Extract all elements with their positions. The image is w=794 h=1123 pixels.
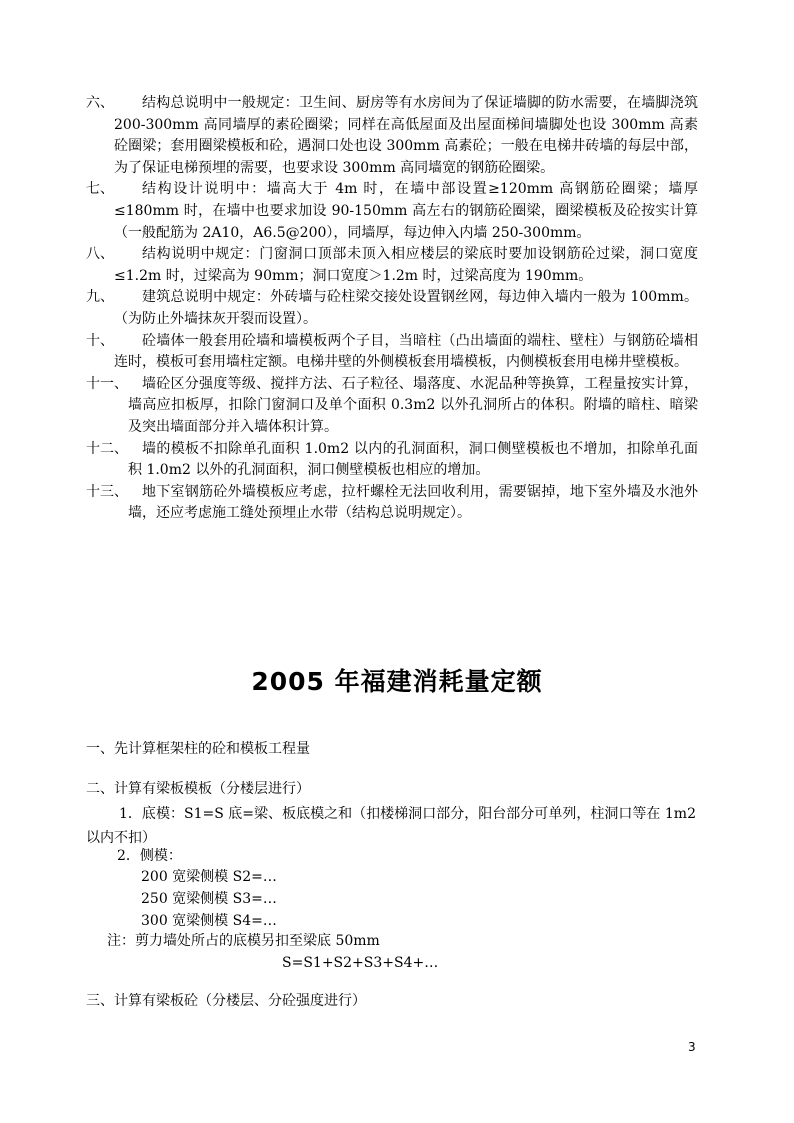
page-number: 3 [688,1040,696,1054]
side-mould-line: 250 宽梁侧模 S3=… [141,891,277,907]
list-item [86,439,698,482]
side-mould-line: 200 宽梁侧模 S2=… [141,869,277,885]
list-item [86,93,698,179]
item-text: 墙的模板不扣除单孔面积 1.0m2 以内的孔洞面积，洞口侧壁模板也不增加，扣除单孔面积 1.0m2 以外的孔洞面积，洞口侧壁模板也相应的增加。 [128,440,698,479]
item-number: 九、 [86,289,114,306]
heading-step-2: 二、计算有梁板模板（分楼层进行） [86,781,310,797]
item-number: 七、 [86,181,114,198]
heading-step-1: 一、先计算框架柱的砼和模板工程量 [86,741,310,757]
list-item [86,374,698,439]
note-text: 注：剪力墙处所占的底模另扣至梁底 50mm [107,933,380,949]
side-mould-line: 300 宽梁侧模 S4=… [141,913,277,929]
item-number: 十一、 [86,375,128,392]
item-text: 地下室钢筋砼外墙模板应考虑，拉杆螺栓无法回收利用，需要锯掉，地下室外墙及水池外墙，还应考虑施工缝处预埋止水带（结构总说明规定）。 [128,483,698,522]
section-title: 2005 年福建消耗量定额 [251,667,543,696]
item-text: 建筑总说明中规定：外砖墙与砼柱梁交接处设置钢丝网，每边伸入墙内一般为 100mm。（为防止外墙抹灰开裂而设置）。 [114,289,698,327]
bottom-mould-text: 1．底模：S1=S 底=梁、板底模之和（扣楼梯洞口部分，阳台部分可单列，柱洞口等在 1m2 以内不扣） [86,806,696,846]
item-number: 六、 [86,95,114,111]
item-text: 结构总说明中一般规定：卫生间、厨房等有水房间为了保证墙脚的防水需要，在墙脚浇筑 200-300mm 高同墙厚的素砼圈梁；同样在高低屋面及出屋面梯间墙脚处也设 300mm 高素砼圈梁；套用圈梁模板和砼，遇洞口处也设 300mm 高素砼；一般在电梯井砖墙的每层中部，为了保证电梯预埋的需要，也要求设 300mm 高同墙宽的钢筋砼圈梁。 [114,95,698,176]
item-number: 八、 [86,246,114,263]
item-text: 墙砼区分强度等级、搅拌方法、石子粒径、塌落度、水泥品种等换算，工程量按实计算，墙高应扣板厚，扣除门窗洞口及单个面积 0.3m2 以外孔洞所占的体积。附墙的暗柱、暗梁及突出墙面部分并入墙体积计算。 [128,375,698,435]
item-text: 砼墙体一般套用砼墙和墙模板两个子目，当暗柱（凸出墙面的端柱、壁柱）与钢筋砼墙相连时，模板可套用墙柱定额。电梯井壁的外侧模板套用墙模板，内侧模板套用电梯井壁模板。 [114,332,698,371]
list-item [86,179,698,244]
item-number: 十三、 [86,483,128,500]
item-number: 十、 [86,332,114,349]
list-item [86,287,698,330]
side-mould-label: 2．侧模： [117,848,182,864]
list-item [86,331,698,374]
item-text: 结构说明中规定：门窗洞口顶部未顶入相应楼层的梁底时要加设钢筋砼过梁，洞口宽度≤1.2m 时，过梁高为 90mm；洞口宽度＞1.2m 时，过梁高度为 190mm。 [114,246,698,284]
list-item [86,244,698,287]
formula-text: S=S1+S2+S3+S4+… [282,955,439,971]
item-number: 十二、 [86,440,128,457]
heading-step-3: 三、计算有梁板砼（分楼层、分砼强度进行） [86,993,366,1009]
numbered-items-list [86,93,698,525]
item-text: 结构设计说明中：墙高大于 4m 时，在墙中部设置≥120mm 高钢筋砼圈梁；墙厚≤180mm 时，在墙中也要求加设 90-150mm 高左右的钢筋砼圈梁，圈梁模板及砼按实计算（一般配筋为 2A10，A6.5@200），同墙厚，每边伸入内墙 250-300mm。 [114,181,698,241]
list-item [86,482,698,525]
